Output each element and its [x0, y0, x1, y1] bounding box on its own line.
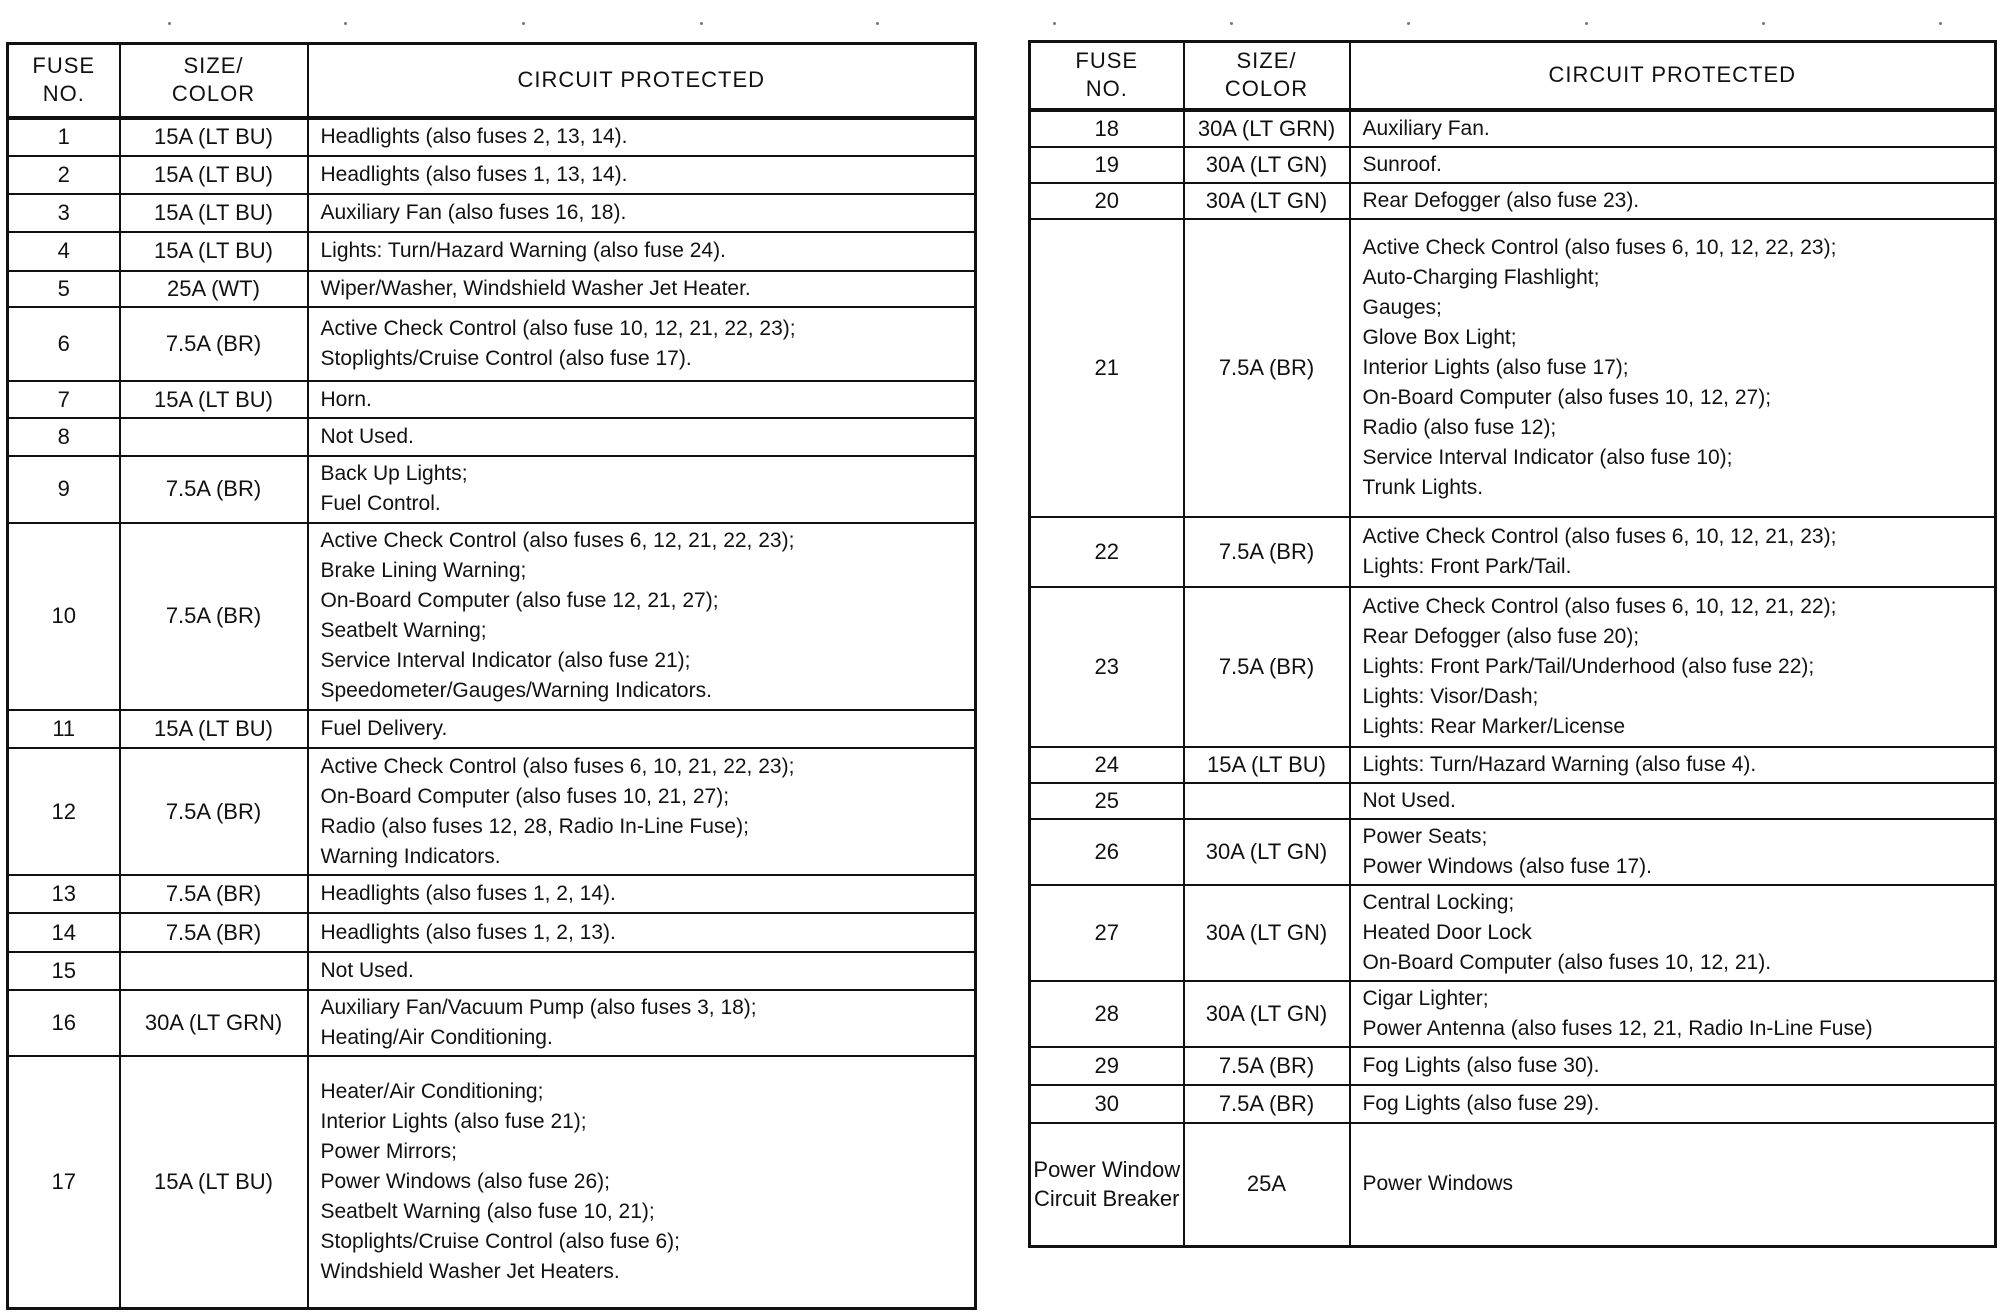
circuit-line: Headlights (also fuses 1, 2, 13). [320, 920, 616, 944]
circuit-line: Not Used. [1362, 788, 1456, 812]
fuse-number: 13 [8, 875, 120, 913]
fuse-size-color: 30A (LT GRN) [1184, 110, 1350, 147]
fuse-number: 10 [8, 523, 120, 710]
circuit-line: Lights: Front Park/Tail/Underhood (also fuse 22); [1362, 654, 1815, 678]
fuse-number: 30 [1030, 1085, 1184, 1123]
circuit-line: Stoplights/Cruise Control (also fuse 6); [320, 1230, 680, 1254]
circuit-line: Windshield Washer Jet Heaters. [320, 1260, 620, 1284]
circuit-protected [1350, 1047, 1996, 1085]
table-row [1030, 819, 1996, 885]
circuit-protected [1350, 981, 1996, 1047]
circuit-protected [308, 307, 976, 382]
table-row [1030, 147, 1996, 183]
circuit-line: Lights: Front Park/Tail. [1362, 554, 1572, 578]
table-row [1030, 1123, 1996, 1247]
table-row [1030, 1047, 1996, 1085]
circuit-line: On-Board Computer (also fuses 10, 12, 27); [1362, 385, 1772, 409]
circuit-protected [308, 748, 976, 875]
circuit-line: Active Check Control (also fuses 6, 10, 12, 22, 23); [1362, 235, 1837, 259]
table-row [1030, 981, 1996, 1047]
fuse-no-header: FUSE NO. [1030, 42, 1184, 110]
circuit-protected [308, 1056, 976, 1308]
fuse-size-color [120, 952, 308, 990]
size-color-header: SIZE/ COLOR [1184, 42, 1350, 110]
fuse-size-color: 7.5A (BR) [1184, 219, 1350, 517]
circuit-line: Headlights (also fuses 2, 13, 14). [320, 125, 628, 149]
fuse-number: 23 [1030, 587, 1184, 747]
circuit-protected [1350, 1123, 1996, 1247]
circuit-protected [1350, 183, 1996, 219]
table-row [8, 990, 976, 1057]
circuit-line: Power Windows (also fuse 26); [320, 1170, 610, 1194]
fuse-size-color: 25A (WT) [120, 271, 308, 307]
table-row [8, 418, 976, 456]
fuse-number: 19 [1030, 147, 1184, 183]
fuse-size-color: 30A (LT GN) [1184, 819, 1350, 885]
scan-mark [1762, 22, 1765, 25]
fuse-no-header: FUSE NO. [8, 44, 120, 118]
circuit-protected [308, 710, 976, 748]
fuse-number: 2 [8, 156, 120, 194]
table-row [1030, 110, 1996, 147]
fuse-size-color: 30A (LT GN) [1184, 981, 1350, 1047]
table-row [1030, 183, 1996, 219]
circuit-line: Heated Door Lock [1362, 920, 1532, 944]
fuse-number: 15 [8, 952, 120, 990]
fuse-number: 3 [8, 194, 120, 232]
circuit-line: Trunk Lights. [1362, 475, 1484, 499]
circuit-line: Stoplights/Cruise Control (also fuse 17). [320, 347, 692, 371]
table-row [8, 710, 976, 748]
fuse-size-color: 7.5A (BR) [120, 456, 308, 523]
fuse-size-color: 7.5A (BR) [120, 307, 308, 382]
circuit-line: Power Mirrors; [320, 1140, 458, 1164]
table-row [8, 118, 976, 156]
circuit-protected [308, 952, 976, 990]
circuit-line: Auxiliary Fan (also fuses 16, 18). [320, 201, 627, 225]
fuse-number: 21 [1030, 219, 1184, 517]
table-row [8, 232, 976, 270]
circuit-line: Power Seats; [1362, 824, 1488, 848]
scan-mark [1939, 22, 1942, 25]
circuit-protected [1350, 783, 1996, 819]
circuit-line: Active Check Control (also fuses 6, 10, 12, 21, 22); [1362, 594, 1837, 618]
fuse-number: 8 [8, 418, 120, 456]
circuit-line: Interior Lights (also fuse 17); [1362, 355, 1629, 379]
circuit-protected [1350, 819, 1996, 885]
circuit-line: Not Used. [320, 958, 414, 982]
circuit-line: Headlights (also fuses 1, 13, 14). [320, 162, 628, 186]
fuse-table-left-body [8, 118, 976, 1309]
fuse-table-left [6, 42, 977, 1310]
circuit-line: Power Windows [1362, 1172, 1514, 1196]
fuse-number: 7 [8, 381, 120, 417]
circuit-protected [1350, 587, 1996, 747]
fuse-size-color: 7.5A (BR) [1184, 1085, 1350, 1123]
circuit-line: On-Board Computer (also fuse 12, 21, 27); [320, 589, 719, 613]
circuit-line: Seatbelt Warning; [320, 619, 487, 643]
circuit-line: Rear Defogger (also fuse 20); [1362, 624, 1640, 648]
circuit-line: Lights: Visor/Dash; [1362, 684, 1539, 708]
circuit-protected-header: CIRCUIT PROTECTED [308, 44, 976, 118]
scan-mark [344, 22, 347, 25]
table-row [1030, 783, 1996, 819]
fuse-size-color: 7.5A (BR) [120, 523, 308, 710]
fuse-size-color: 7.5A (BR) [1184, 1047, 1350, 1085]
fuse-table-right-body [1030, 110, 1996, 1247]
fuse-number: 16 [8, 990, 120, 1057]
circuit-protected [308, 523, 976, 710]
circuit-protected [308, 990, 976, 1057]
circuit-protected [1350, 110, 1996, 147]
table-row [8, 748, 976, 875]
fuse-size-color: 7.5A (BR) [1184, 517, 1350, 587]
circuit-line: Speedometer/Gauges/Warning Indicators. [320, 679, 712, 703]
fuse-number: 5 [8, 271, 120, 307]
fuse-number: 26 [1030, 819, 1184, 885]
fuse-size-color: 15A (LT BU) [120, 710, 308, 748]
circuit-protected [308, 418, 976, 456]
circuit-line: Headlights (also fuses 1, 2, 14). [320, 882, 616, 906]
circuit-line: Service Interval Indicator (also fuse 21); [320, 649, 691, 673]
circuit-protected [1350, 147, 1996, 183]
circuit-line: Gauges; [1362, 295, 1442, 319]
circuit-line: Warning Indicators. [320, 844, 501, 868]
circuit-line: Lights: Turn/Hazard Warning (also fuse 4). [1362, 752, 1757, 776]
table-header-row [8, 44, 976, 118]
circuit-line: Rear Defogger (also fuse 23). [1362, 188, 1640, 212]
fuse-size-color: 25A [1184, 1123, 1350, 1247]
circuit-line: Fuel Control. [320, 492, 441, 516]
circuit-line: Fog Lights (also fuse 30). [1362, 1053, 1600, 1077]
circuit-line: Power Windows (also fuse 17). [1362, 854, 1652, 878]
table-row [1030, 517, 1996, 587]
table-row [1030, 219, 1996, 517]
scan-mark [1230, 22, 1233, 25]
fuse-size-color: 15A (LT BU) [120, 118, 308, 156]
fuse-size-color: 30A (LT GN) [1184, 885, 1350, 981]
table-row [1030, 747, 1996, 783]
fuse-size-color: 15A (LT BU) [120, 232, 308, 270]
circuit-line: Back Up Lights; [320, 462, 468, 486]
circuit-protected [308, 271, 976, 307]
fuse-number: 24 [1030, 747, 1184, 783]
circuit-line: Auto-Charging Flashlight; [1362, 265, 1600, 289]
fuse-table-right [1028, 40, 1997, 1248]
circuit-protected [1350, 885, 1996, 981]
fuse-number: 25 [1030, 783, 1184, 819]
circuit-protected [308, 118, 976, 156]
circuit-line: Lights: Rear Marker/License [1362, 714, 1626, 738]
circuit-line: Power Antenna (also fuses 12, 21, Radio In-Line Fuse) [1362, 1016, 1873, 1040]
circuit-protected [308, 456, 976, 523]
scan-mark [1585, 22, 1588, 25]
circuit-line: Central Locking; [1362, 890, 1515, 914]
fuse-size-color: 30A (LT GRN) [120, 990, 308, 1057]
circuit-line: Active Check Control (also fuse 10, 12, 21, 22, 23); [320, 317, 796, 341]
circuit-line: Active Check Control (also fuses 6, 12, 21, 22, 23); [320, 529, 795, 553]
fuse-number: 18 [1030, 110, 1184, 147]
size-color-header: SIZE/ COLOR [120, 44, 308, 118]
table-row [1030, 885, 1996, 981]
table-row [8, 1056, 976, 1308]
fuse-size-color: 15A (LT BU) [120, 381, 308, 417]
circuit-protected [1350, 1085, 1996, 1123]
fuse-size-color: 15A (LT BU) [1184, 747, 1350, 783]
fuse-number: 6 [8, 307, 120, 382]
circuit-protected [308, 381, 976, 417]
table-row [8, 913, 976, 951]
circuit-protected [1350, 747, 1996, 783]
scan-mark [522, 22, 525, 25]
circuit-protected [308, 194, 976, 232]
fuse-size-color: 30A (LT GN) [1184, 183, 1350, 219]
table-row [8, 156, 976, 194]
fuse-size-color: 15A (LT BU) [120, 1056, 308, 1308]
circuit-line: Active Check Control (also fuses 6, 10, 12, 21, 23); [1362, 524, 1837, 548]
table-row [8, 875, 976, 913]
fuse-size-color: 7.5A (BR) [120, 875, 308, 913]
circuit-line: Lights: Turn/Hazard Warning (also fuse 24). [320, 239, 726, 263]
table-row [8, 194, 976, 232]
fuse-size-color: 30A (LT GN) [1184, 147, 1350, 183]
circuit-line: Heater/Air Conditioning; [320, 1080, 544, 1104]
fuse-size-color: 15A (LT BU) [120, 156, 308, 194]
table-row [1030, 1085, 1996, 1123]
fuse-size-color: 7.5A (BR) [120, 748, 308, 875]
circuit-line: Radio (also fuses 12, 28, Radio In-Line Fuse); [320, 814, 749, 838]
scan-mark [1407, 22, 1410, 25]
fuse-size-color: 15A (LT BU) [120, 194, 308, 232]
fuse-number: 14 [8, 913, 120, 951]
scan-mark [876, 22, 879, 25]
circuit-line: Glove Box Light; [1362, 325, 1517, 349]
circuit-line: Radio (also fuse 12); [1362, 415, 1557, 439]
fuse-size-color: 7.5A (BR) [120, 913, 308, 951]
circuit-line: Fuel Delivery. [320, 717, 448, 741]
fuse-size-color [120, 418, 308, 456]
fuse-size-color [1184, 783, 1350, 819]
circuit-line: Auxiliary Fan. [1362, 116, 1490, 140]
table-row [8, 952, 976, 990]
fuse-size-color: 7.5A (BR) [1184, 587, 1350, 747]
circuit-line: Sunroof. [1362, 152, 1442, 176]
table-row [8, 307, 976, 382]
fuse-number: 20 [1030, 183, 1184, 219]
circuit-line: Seatbelt Warning (also fuse 10, 21); [320, 1200, 655, 1224]
table-header-row [1030, 42, 1996, 110]
circuit-protected [308, 232, 976, 270]
table-row [8, 381, 976, 417]
table-row [8, 456, 976, 523]
table-row [8, 271, 976, 307]
scan-mark [700, 22, 703, 25]
circuit-line: Cigar Lighter; [1362, 986, 1489, 1010]
fuse-number: 22 [1030, 517, 1184, 587]
fuse-number: 27 [1030, 885, 1184, 981]
circuit-line: Not Used. [320, 424, 414, 448]
fuse-number: 1 [8, 118, 120, 156]
fuse-number: 9 [8, 456, 120, 523]
fuse-number: Power Window Circuit Breaker [1030, 1123, 1184, 1247]
table-row [8, 523, 976, 710]
circuit-protected [308, 875, 976, 913]
circuit-line: Horn. [320, 387, 372, 411]
circuit-protected [308, 913, 976, 951]
fuse-number: 11 [8, 710, 120, 748]
fuse-number: 12 [8, 748, 120, 875]
circuit-protected [308, 156, 976, 194]
circuit-line: On-Board Computer (also fuses 10, 12, 21). [1362, 950, 1772, 974]
scan-mark [168, 22, 171, 25]
fuse-number: 17 [8, 1056, 120, 1308]
circuit-line: Service Interval Indicator (also fuse 10); [1362, 445, 1733, 469]
fuse-number: 4 [8, 232, 120, 270]
scan-mark [1053, 22, 1056, 25]
table-row [1030, 587, 1996, 747]
fuse-number: 28 [1030, 981, 1184, 1047]
circuit-line: Fog Lights (also fuse 29). [1362, 1091, 1600, 1115]
circuit-protected-header: CIRCUIT PROTECTED [1350, 42, 1996, 110]
circuit-protected [1350, 517, 1996, 587]
circuit-line: Heating/Air Conditioning. [320, 1026, 553, 1050]
circuit-protected [1350, 219, 1996, 517]
circuit-line: Brake Lining Warning; [320, 559, 527, 583]
circuit-line: Wiper/Washer, Windshield Washer Jet Heater. [320, 276, 751, 300]
circuit-line: Interior Lights (also fuse 21); [320, 1110, 587, 1134]
circuit-line: Auxiliary Fan/Vacuum Pump (also fuses 3, 18); [320, 996, 757, 1020]
circuit-line: On-Board Computer (also fuses 10, 21, 27); [320, 784, 730, 808]
fuse-number: 29 [1030, 1047, 1184, 1085]
circuit-line: Active Check Control (also fuses 6, 10, 21, 22, 23); [320, 754, 795, 778]
